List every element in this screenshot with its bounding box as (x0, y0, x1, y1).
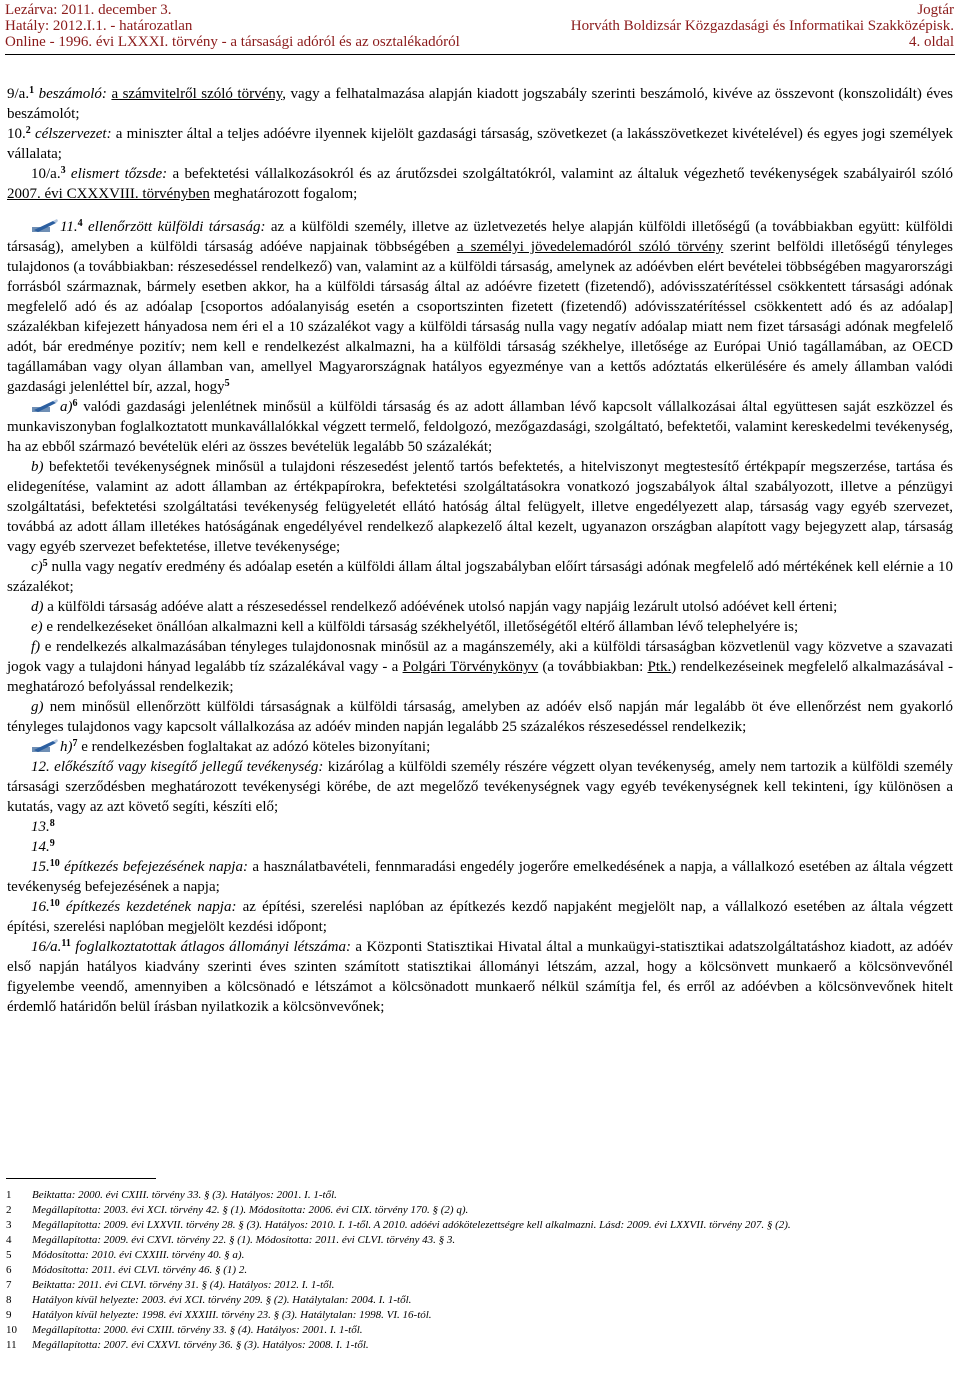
link-szamviteli-torveny[interactable]: a számvitelről szóló törvény (111, 86, 283, 102)
link-szja-torveny[interactable]: a személyi jövedelemadóról szóló törvény (456, 239, 724, 255)
header-school: Horváth Boldizsár Közgazdasági és Informatikai Szakközépisk. (570, 18, 954, 34)
section-16a: 16/a.$^{11}$ foglalkoztatottak átlagos állományi létszáma: a Központi Statisztikai Hivatal által a munkaügyi-statisztikai adatszolgáltatáshoz kiadott, az adóév első napján hatályos kiadvány szerinti éves szinten számított statisztikai állományi létszám, azzal, hogy a kölcsönvett munkaerő a kölcsönvevőnél figyelembe veendő, amennyiben a kölcsönadó e létszámot a kölcsönadott munkaerő nélkül számítja fel, és erről az adóévben a kölcsönvevőnek hitelt érdemlő határidőn belül írásban nyilatkozik a kölcsönvevőnek; (7, 938, 953, 1015)
link-ptk[interactable]: Polgári Törvénykönyv (402, 659, 539, 675)
page-header (0, 0, 960, 50)
footnote-10: 10 Megállapította: 2000. évi CXIII. törvény 33. § (4). Hatályos: 2001. I. 1-től. (6, 1324, 363, 1336)
section-15: 15.10 építkezés befejezésének napja: a használatbavételi, fennmaradási engedély jogerőre emelkedésének a napja, a vállalkozó esetében az általa végzett tevékenység befejezésének a napja; (7, 858, 953, 895)
header-closed-date: Lezárva: 2011. december 3. (5, 2, 172, 18)
link-ptk-abbr[interactable]: Ptk. (647, 659, 672, 675)
header-act-title: Online - 1996. évi LXXXI. törvény - a társasági adóról és az osztalékadóról (5, 34, 460, 50)
document-body (7, 84, 953, 1017)
footnote-2: 2 Megállapította: 2003. évi XCI. törvény 42. § (1). Módosította: 2006. évi CIX. törvény 170. § (2) q). (6, 1204, 469, 1216)
section-13: 13.$^8$ (31, 818, 55, 835)
footnote-divider (6, 1178, 156, 1179)
header-page-number: 4. oldal (909, 34, 954, 50)
footnote-3: 3 Megállapította: 2009. évi LXXVII. törvény 28. § (3). Hatályos: 2010. I. 1-től. A 2010. adóévi adókötelezettségre kell alkalmazni. Lásd: 2009. évi LXXVII. törvény 207. § (2). (6, 1219, 791, 1231)
footnote-5: 5 Módosította: 2010. évi CXXIII. törvény 40. § a). (6, 1249, 245, 1261)
pen-icon[interactable] (31, 739, 59, 753)
footnote-6: 6 Módosította: 2011. évi CLVI. törvény 46. § (1) 2. (6, 1264, 248, 1276)
subsection-g: g) nem minősül ellenőrzött külföldi társaságnak a külföldi társaság, amelyben az adóév első napján már legalább öt éve ellenőrzést nem gyakorló tényleges tulajdonos vagy kapcsolt vállalkozása az adóév minden napján legalább 25 százalékos részesedéssel rendelkezik; (7, 699, 953, 735)
header-divider (5, 54, 955, 55)
footnote-9: 9 Hatályon kívül helyezte: 1998. évi XXXIII. törvény 23. § (3). Hatálytalan: 1998. VI. 16-tól. (6, 1309, 432, 1321)
section-14: 14.$^9$ (31, 838, 55, 855)
pen-icon[interactable] (31, 219, 59, 233)
footnote-4: 4 Megállapította: 2009. évi CXVI. törvény 22. § (1). Módosította: 2011. évi CLVI. törvény 43. § 3. (6, 1234, 456, 1246)
section-16: 16.10 építkezés kezdetének napja: az építési, szerelési naplóban az építkezés kezdő napjaként megjelölt nap, a vállalkozó esetében az általa végzett építési, szerelési naplóban megjelölt kezdési időpont; (7, 898, 953, 935)
footnote-11: 11 Megállapította: 2007. évi CXXVI. törvény 36. § (3). Hatályos: 2008. I. 1-től. (6, 1339, 369, 1351)
section-12: 12. előkészítő vagy kisegítő jellegű tevékenység: kizárólag a külföldi személy részére végzett olyan tevékenység, amely nem tartozik a külföldi személy társasági szerződésben meghatározott tevékenységi körébe, de azt megelőző tevékenységnek vagy egyéb tevékenységnek kell tekinteni, így különösen a kutatás, vagy az azt követő segíti, készíti elő; (7, 759, 954, 815)
section-10: 10.$^2$ célszervezet: a miniszter által a teljes adóévre ilyennek kijelölt gazdasági társaság, szövetkezet (a lakásszövetkezet kivételével) és egyes jogi személyek vállalata; (7, 125, 953, 162)
footnote-7: 7 Beiktatta: 2011. évi CLVI. törvény 31. § (4). Hatályos: 2012. I. 1-től. (6, 1279, 335, 1291)
link-2007-cxxxviii[interactable]: 2007. évi CXXXVIII. törvényben (7, 186, 210, 202)
section-10a: 10/a.$^3$ elismert tőzsde: a befektetési vállalkozásokról és az árutőzsdei szolgáltatókról, valamint az általuk végezhető tevékenységek szabályairól szóló 2007. évi CXXXVIII. törvényben meghatározott fogalom; (7, 165, 953, 202)
footnotes (6, 1188, 952, 1353)
subsection-e: e) e rendelkezéseket önállóan alkalmazni kell a külföldi társaság székhelyétől, illetőségétől eltérő államban lévő telephelyére is; (31, 619, 799, 635)
subsection-c: c)$^5$ nulla vagy negatív eredmény és adóalap esetén a külföldi állam által jogszabályban előírt társasági adónak megfelelő adó mértékének kell elérnie a 10 százalékot; (7, 558, 953, 595)
header-brand: Jogtár (917, 2, 954, 18)
section-9a: 9/a.$^1$ beszámoló: a számvitelről szóló törvény, vagy a felhatalmazása alapján kiadott jogszabály szerinti beszámoló, kivéve az összevont (konszolidált) éves beszámolót; (7, 85, 954, 122)
subsection-h: h)$^7$ e rendelkezésben foglaltakat az adózó köteles bizonyítani; (7, 737, 953, 757)
section-11: 11.$^4$ ellenőrzött külföldi társaság: az a külföldi személy, illetve az üzletvezetés helye alapján külföldi illetőségű (a továbbiakban együtt: külföldi társaság), amelyben a külföldi társaság adóéve napjainak többségében a személyi jövedelemadóról szóló törvény szerint belföldi illetőségű tényleges tulajdonos (a továbbiakban: részesedéssel rendelkező) van, valamint az a külföldi társaság, amelynek az adóévben elért bevételei többségében magyarországi forrásból származnak, bármely esetben akkor, ha a külföldi társaság által az adóévre fizetett (fizetendő), adóvisszatérítéssel csökkentett társasági adónak megfelelő adó és az adóalap [csoportos adóalanyiság esetén a csoportszinten fizetett (fizetendő) adóvisszatérítéssel csökkentett adó és az adóalap] százalékban kifejezett hányadosa nem éri el a 10 százalékot vagy a külföldi társaság nulla vagy negatív adóalap miatt nem fizet társasági adónak megfelelő adót, bár eredménye pozitív; nem kell e rendelkezést alkalmazni, ha a külföldi társaság székhelye, illetősége az Európai Unió tagállamában, az OECD tagállamában vagy olyan államban van, amellyel Magyarországnak hatályos egyezménye van a kettős adóztatás elkerülésére és amely államban valódi gazdasági jelenléttel bír, azzal, hogy$^5$ (7, 218, 954, 395)
header-effect: Hatály: 2012.I.1. - határozatlan (5, 18, 193, 34)
subsection-d: d) a külföldi társaság adóéve alatt a részesedéssel rendelkező adóévének utolsó napján vagy napjáig lezárult utolsó adóévet kell érteni; (31, 599, 838, 615)
pen-icon[interactable] (31, 399, 59, 413)
footnote-8: 8 Hatályon kívül helyezte: 2003. évi XCI. törvény 209. § (2). Hatálytalan: 2004. I. 1-től. (6, 1294, 412, 1306)
subsection-f: f) e rendelkezés alkalmazásában tényleges tulajdonosnak minősül az a magánszemély, aki a külföldi társaságban közvetlenül vagy közvetve a szavazati jogok vagy a tulajdoni hányad legalább tíz százalékával vagy - a Polgári Törvénykönyv (a továbbiakban: Ptk.) rendelkezéseinek megfelelő alkalmazásával - meghatározó befolyással rendelkezik; (7, 639, 954, 695)
subsection-a: a)$^6$ valódi gazdasági jelenlétnek minősül a külföldi társaság és az adott államban lévő kapcsolt vállalkozásai által együttesen saját eszközzel és munkaviszonyban foglalkoztatott munkavállalókkal végzett termelő, feldolgozó, mezőgazdasági, szolgáltató, befektetői, valamint kereskedelmi tevékenység, ha az ebből származó bevételük eléri az összes bevételük legalább 50 százalékát; (7, 398, 953, 455)
footnote-1: 1 Beiktatta: 2000. évi CXIII. törvény 33. § (3). Hatályos: 2001. I. 1-től. (6, 1189, 337, 1201)
subsection-b: b) befektetői tevékenységnek minősül a tulajdoni részesedést jelentő tartós befektetés, a hitelviszonyt megtestesítő értékpapír megszerzése, tartása és elidegenítése, valamint az adott államban az értékpapírokra, befektetési szolgáltatásokra vonatkozó jogszabályok által szabályozott, illetve a pénzügyi szolgáltatási, befektetési szolgáltatási tevékenység felügyeletét ellátó hatóság által felügyelt, illetve engedélyezett alap, társaság vagy egyéb szervezet, továbbá az adott állam illetékes hatóságának engedélyével rendelkező alapkezelő által kezelt, ugyanazon országban alapított vagy bejegyzett alap, társaság vagy egyéb szervezet befektetése, illetve tevékenysége; (7, 459, 953, 555)
